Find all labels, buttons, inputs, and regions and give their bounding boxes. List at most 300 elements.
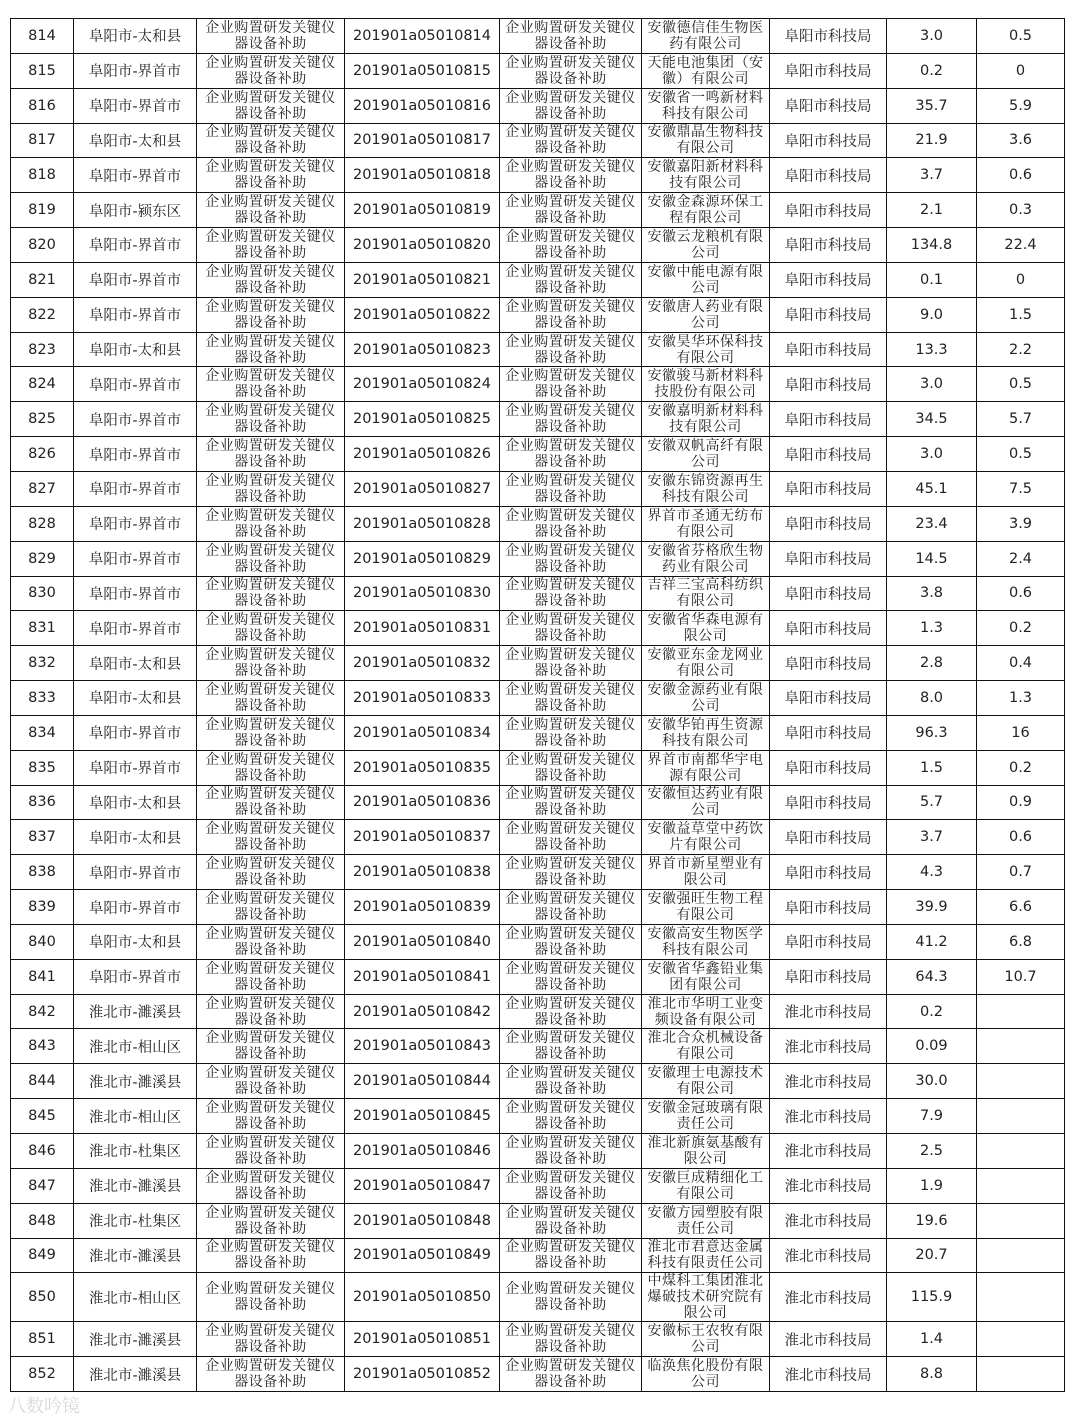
project-name-cell: 企业购置研发关键仪器设备补助 xyxy=(500,53,642,88)
project-name-cell: 企业购置研发关键仪器设备补助 xyxy=(500,820,642,855)
project-name-cell: 企业购置研发关键仪器设备补助 xyxy=(500,541,642,576)
company-name-cell: 安徽益草堂中药饮片有限公司 xyxy=(642,820,770,855)
project-name-cell: 企业购置研发关键仪器设备补助 xyxy=(500,1322,642,1357)
region-cell: 阜阳市-界首市 xyxy=(74,541,197,576)
row-number-cell: 821 xyxy=(11,262,74,297)
table-row xyxy=(11,437,1065,472)
project-category-cell: 企业购置研发关键仪器设备补助 xyxy=(197,576,345,611)
project-code-cell: 201901a05010832 xyxy=(345,646,500,681)
total-amount-cell: 3.7 xyxy=(887,158,977,193)
region-cell: 淮北市-濉溪县 xyxy=(74,1322,197,1357)
company-name-cell: 界首市圣通无纺布有限公司 xyxy=(642,506,770,541)
company-name-cell: 临涣焦化股份有限公司 xyxy=(642,1357,770,1392)
row-number-cell: 840 xyxy=(11,924,74,959)
project-category-cell: 企业购置研发关键仪器设备补助 xyxy=(197,1064,345,1099)
subsidy-amount-cell xyxy=(977,994,1065,1029)
project-name-cell: 企业购置研发关键仪器设备补助 xyxy=(500,506,642,541)
project-code-cell: 201901a05010814 xyxy=(345,19,500,54)
subsidy-amount-cell: 0.2 xyxy=(977,611,1065,646)
project-category-cell: 企业购置研发关键仪器设备补助 xyxy=(197,19,345,54)
project-category-cell: 企业购置研发关键仪器设备补助 xyxy=(197,367,345,402)
table-row xyxy=(11,53,1065,88)
project-name-cell: 企业购置研发关键仪器设备补助 xyxy=(500,924,642,959)
total-amount-cell: 45.1 xyxy=(887,471,977,506)
company-name-cell: 安徽标王农牧有限公司 xyxy=(642,1322,770,1357)
table-row xyxy=(11,262,1065,297)
company-name-cell: 淮北合众机械设备有限公司 xyxy=(642,1029,770,1064)
project-name-cell: 企业购置研发关键仪器设备补助 xyxy=(500,1064,642,1099)
company-name-cell: 安徽唐人药业有限公司 xyxy=(642,297,770,332)
row-number-cell: 834 xyxy=(11,715,74,750)
project-code-cell: 201901a05010824 xyxy=(345,367,500,402)
managing-office-cell: 淮北市科技局 xyxy=(770,1168,887,1203)
project-name-cell: 企业购置研发关键仪器设备补助 xyxy=(500,402,642,437)
table-row xyxy=(11,611,1065,646)
subsidy-amount-cell: 0.2 xyxy=(977,750,1065,785)
watermark: 八数吟镜 xyxy=(8,1396,80,1417)
total-amount-cell: 96.3 xyxy=(887,715,977,750)
row-number-cell: 828 xyxy=(11,506,74,541)
company-name-cell: 安徽高安生物医学科技有限公司 xyxy=(642,924,770,959)
project-code-cell: 201901a05010815 xyxy=(345,53,500,88)
subsidy-amount-cell: 0.5 xyxy=(977,19,1065,54)
project-code-cell: 201901a05010829 xyxy=(345,541,500,576)
table-row xyxy=(11,1273,1065,1322)
subsidy-amount-cell: 3.9 xyxy=(977,506,1065,541)
subsidy-amount-cell: 16 xyxy=(977,715,1065,750)
company-name-cell: 安徽东锦资源再生科技有限公司 xyxy=(642,471,770,506)
subsidy-amount-cell: 10.7 xyxy=(977,959,1065,994)
subsidy-amount-cell: 22.4 xyxy=(977,228,1065,263)
company-name-cell: 界首市新星塑业有限公司 xyxy=(642,855,770,890)
managing-office-cell: 淮北市科技局 xyxy=(770,1273,887,1322)
project-name-cell: 企业购置研发关键仪器设备补助 xyxy=(500,228,642,263)
row-number-cell: 839 xyxy=(11,890,74,925)
row-number-cell: 820 xyxy=(11,228,74,263)
table-body xyxy=(11,19,1065,1392)
project-category-cell: 企业购置研发关键仪器设备补助 xyxy=(197,785,345,820)
project-category-cell: 企业购置研发关键仪器设备补助 xyxy=(197,1322,345,1357)
managing-office-cell: 阜阳市科技局 xyxy=(770,88,887,123)
total-amount-cell: 13.3 xyxy=(887,332,977,367)
company-name-cell: 界首市南都华宇电源有限公司 xyxy=(642,750,770,785)
project-code-cell: 201901a05010830 xyxy=(345,576,500,611)
project-category-cell: 企业购置研发关键仪器设备补助 xyxy=(197,332,345,367)
company-name-cell: 中煤科工集团淮北爆破技术研究院有限公司 xyxy=(642,1273,770,1322)
project-name-cell: 企业购置研发关键仪器设备补助 xyxy=(500,367,642,402)
row-number-cell: 843 xyxy=(11,1029,74,1064)
total-amount-cell: 30.0 xyxy=(887,1064,977,1099)
project-code-cell: 201901a05010836 xyxy=(345,785,500,820)
subsidy-amount-cell xyxy=(977,1134,1065,1169)
project-code-cell: 201901a05010850 xyxy=(345,1273,500,1322)
project-code-cell: 201901a05010848 xyxy=(345,1203,500,1238)
table-row xyxy=(11,332,1065,367)
company-name-cell: 安徽巨成精细化工有限公司 xyxy=(642,1168,770,1203)
region-cell: 阜阳市-界首市 xyxy=(74,228,197,263)
subsidy-amount-cell: 1.3 xyxy=(977,681,1065,716)
table-row xyxy=(11,228,1065,263)
subsidy-amount-cell: 0.4 xyxy=(977,646,1065,681)
total-amount-cell: 8.8 xyxy=(887,1357,977,1392)
managing-office-cell: 阜阳市科技局 xyxy=(770,297,887,332)
company-name-cell: 安徽理士电源技术有限公司 xyxy=(642,1064,770,1099)
subsidy-amount-cell: 3.6 xyxy=(977,123,1065,158)
managing-office-cell: 淮北市科技局 xyxy=(770,1029,887,1064)
company-name-cell: 安徽亚东金龙网业有限公司 xyxy=(642,646,770,681)
project-category-cell: 企业购置研发关键仪器设备补助 xyxy=(197,193,345,228)
total-amount-cell: 3.8 xyxy=(887,576,977,611)
company-name-cell: 淮北新旗氨基酸有限公司 xyxy=(642,1134,770,1169)
project-category-cell: 企业购置研发关键仪器设备补助 xyxy=(197,437,345,472)
company-name-cell: 吉祥三宝高科纺织有限公司 xyxy=(642,576,770,611)
managing-office-cell: 阜阳市科技局 xyxy=(770,750,887,785)
region-cell: 淮北市-杜集区 xyxy=(74,1203,197,1238)
subsidy-amount-cell: 0 xyxy=(977,262,1065,297)
region-cell: 阜阳市-界首市 xyxy=(74,158,197,193)
project-code-cell: 201901a05010834 xyxy=(345,715,500,750)
company-name-cell: 天能电池集团（安徽）有限公司 xyxy=(642,53,770,88)
project-code-cell: 201901a05010816 xyxy=(345,88,500,123)
row-number-cell: 832 xyxy=(11,646,74,681)
project-category-cell: 企业购置研发关键仪器设备补助 xyxy=(197,611,345,646)
subsidy-amount-cell xyxy=(977,1273,1065,1322)
project-code-cell: 201901a05010828 xyxy=(345,506,500,541)
subsidy-amount-cell: 0.6 xyxy=(977,820,1065,855)
project-code-cell: 201901a05010827 xyxy=(345,471,500,506)
region-cell: 阜阳市-颍东区 xyxy=(74,193,197,228)
project-category-cell: 企业购置研发关键仪器设备补助 xyxy=(197,262,345,297)
row-number-cell: 827 xyxy=(11,471,74,506)
subsidy-amount-cell: 0.6 xyxy=(977,158,1065,193)
subsidy-amount-cell: 0.6 xyxy=(977,576,1065,611)
row-number-cell: 824 xyxy=(11,367,74,402)
row-number-cell: 826 xyxy=(11,437,74,472)
project-category-cell: 企业购置研发关键仪器设备补助 xyxy=(197,123,345,158)
project-category-cell: 企业购置研发关键仪器设备补助 xyxy=(197,1357,345,1392)
table-row xyxy=(11,193,1065,228)
subsidy-table xyxy=(10,18,1065,1392)
project-category-cell: 企业购置研发关键仪器设备补助 xyxy=(197,88,345,123)
managing-office-cell: 阜阳市科技局 xyxy=(770,646,887,681)
subsidy-amount-cell xyxy=(977,1357,1065,1392)
project-name-cell: 企业购置研发关键仪器设备补助 xyxy=(500,19,642,54)
project-name-cell: 企业购置研发关键仪器设备补助 xyxy=(500,959,642,994)
project-name-cell: 企业购置研发关键仪器设备补助 xyxy=(500,681,642,716)
project-category-cell: 企业购置研发关键仪器设备补助 xyxy=(197,506,345,541)
project-name-cell: 企业购置研发关键仪器设备补助 xyxy=(500,123,642,158)
row-number-cell: 818 xyxy=(11,158,74,193)
managing-office-cell: 阜阳市科技局 xyxy=(770,471,887,506)
row-number-cell: 830 xyxy=(11,576,74,611)
company-name-cell: 安徽强旺生物工程有限公司 xyxy=(642,890,770,925)
company-name-cell: 安徽方园塑胶有限责任公司 xyxy=(642,1203,770,1238)
project-name-cell: 企业购置研发关键仪器设备补助 xyxy=(500,994,642,1029)
project-code-cell: 201901a05010822 xyxy=(345,297,500,332)
project-name-cell: 企业购置研发关键仪器设备补助 xyxy=(500,1099,642,1134)
table-row xyxy=(11,19,1065,54)
project-category-cell: 企业购置研发关键仪器设备补助 xyxy=(197,820,345,855)
managing-office-cell: 阜阳市科技局 xyxy=(770,262,887,297)
table-row xyxy=(11,959,1065,994)
subsidy-amount-cell: 0.3 xyxy=(977,193,1065,228)
region-cell: 阜阳市-界首市 xyxy=(74,88,197,123)
managing-office-cell: 阜阳市科技局 xyxy=(770,855,887,890)
subsidy-amount-cell: 6.6 xyxy=(977,890,1065,925)
row-number-cell: 819 xyxy=(11,193,74,228)
project-name-cell: 企业购置研发关键仪器设备补助 xyxy=(500,332,642,367)
region-cell: 阜阳市-界首市 xyxy=(74,506,197,541)
project-code-cell: 201901a05010826 xyxy=(345,437,500,472)
managing-office-cell: 阜阳市科技局 xyxy=(770,402,887,437)
company-name-cell: 安徽恒达药业有限公司 xyxy=(642,785,770,820)
table-row xyxy=(11,1322,1065,1357)
managing-office-cell: 阜阳市科技局 xyxy=(770,437,887,472)
project-code-cell: 201901a05010849 xyxy=(345,1238,500,1273)
project-name-cell: 企业购置研发关键仪器设备补助 xyxy=(500,750,642,785)
total-amount-cell: 39.9 xyxy=(887,890,977,925)
project-name-cell: 企业购置研发关键仪器设备补助 xyxy=(500,1357,642,1392)
row-number-cell: 817 xyxy=(11,123,74,158)
company-name-cell: 安徽中能电源有限公司 xyxy=(642,262,770,297)
total-amount-cell: 14.5 xyxy=(887,541,977,576)
managing-office-cell: 阜阳市科技局 xyxy=(770,715,887,750)
row-number-cell: 816 xyxy=(11,88,74,123)
region-cell: 阜阳市-界首市 xyxy=(74,53,197,88)
project-category-cell: 企业购置研发关键仪器设备补助 xyxy=(197,1238,345,1273)
project-code-cell: 201901a05010818 xyxy=(345,158,500,193)
table-row xyxy=(11,681,1065,716)
project-code-cell: 201901a05010847 xyxy=(345,1168,500,1203)
company-name-cell: 安徽双帆高纤有限公司 xyxy=(642,437,770,472)
region-cell: 阜阳市-太和县 xyxy=(74,785,197,820)
row-number-cell: 845 xyxy=(11,1099,74,1134)
subsidy-amount-cell xyxy=(977,1322,1065,1357)
managing-office-cell: 阜阳市科技局 xyxy=(770,924,887,959)
row-number-cell: 842 xyxy=(11,994,74,1029)
table-row xyxy=(11,1029,1065,1064)
total-amount-cell: 20.7 xyxy=(887,1238,977,1273)
managing-office-cell: 阜阳市科技局 xyxy=(770,541,887,576)
project-name-cell: 企业购置研发关键仪器设备补助 xyxy=(500,785,642,820)
subsidy-amount-cell: 5.7 xyxy=(977,402,1065,437)
company-name-cell: 安徽鼎晶生物科技有限公司 xyxy=(642,123,770,158)
region-cell: 阜阳市-太和县 xyxy=(74,820,197,855)
region-cell: 阜阳市-界首市 xyxy=(74,715,197,750)
table-row xyxy=(11,1064,1065,1099)
project-category-cell: 企业购置研发关键仪器设备补助 xyxy=(197,750,345,785)
table-row xyxy=(11,924,1065,959)
region-cell: 阜阳市-太和县 xyxy=(74,924,197,959)
managing-office-cell: 阜阳市科技局 xyxy=(770,367,887,402)
company-name-cell: 安徽金源药业有限公司 xyxy=(642,681,770,716)
managing-office-cell: 淮北市科技局 xyxy=(770,1238,887,1273)
project-code-cell: 201901a05010823 xyxy=(345,332,500,367)
project-code-cell: 201901a05010831 xyxy=(345,611,500,646)
table-row xyxy=(11,750,1065,785)
project-code-cell: 201901a05010838 xyxy=(345,855,500,890)
managing-office-cell: 阜阳市科技局 xyxy=(770,158,887,193)
row-number-cell: 835 xyxy=(11,750,74,785)
total-amount-cell: 0.09 xyxy=(887,1029,977,1064)
subsidy-amount-cell xyxy=(977,1168,1065,1203)
total-amount-cell: 9.0 xyxy=(887,297,977,332)
total-amount-cell: 134.8 xyxy=(887,228,977,263)
total-amount-cell: 0.2 xyxy=(887,994,977,1029)
project-name-cell: 企业购置研发关键仪器设备补助 xyxy=(500,855,642,890)
region-cell: 淮北市-濉溪县 xyxy=(74,1357,197,1392)
total-amount-cell: 8.0 xyxy=(887,681,977,716)
region-cell: 阜阳市-太和县 xyxy=(74,19,197,54)
region-cell: 淮北市-濉溪县 xyxy=(74,994,197,1029)
row-number-cell: 829 xyxy=(11,541,74,576)
project-category-cell: 企业购置研发关键仪器设备补助 xyxy=(197,228,345,263)
subsidy-amount-cell xyxy=(977,1099,1065,1134)
company-name-cell: 安徽昊华环保科技有限公司 xyxy=(642,332,770,367)
project-code-cell: 201901a05010845 xyxy=(345,1099,500,1134)
region-cell: 阜阳市-界首市 xyxy=(74,437,197,472)
row-number-cell: 814 xyxy=(11,19,74,54)
managing-office-cell: 淮北市科技局 xyxy=(770,1064,887,1099)
managing-office-cell: 阜阳市科技局 xyxy=(770,19,887,54)
total-amount-cell: 1.5 xyxy=(887,750,977,785)
project-category-cell: 企业购置研发关键仪器设备补助 xyxy=(197,715,345,750)
table-row xyxy=(11,715,1065,750)
subsidy-amount-cell: 5.9 xyxy=(977,88,1065,123)
project-category-cell: 企业购置研发关键仪器设备补助 xyxy=(197,402,345,437)
table-row xyxy=(11,1238,1065,1273)
company-name-cell: 安徽嘉明新材料科技有限公司 xyxy=(642,402,770,437)
table-row xyxy=(11,471,1065,506)
company-name-cell: 安徽云龙粮机有限公司 xyxy=(642,228,770,263)
project-category-cell: 企业购置研发关键仪器设备补助 xyxy=(197,1273,345,1322)
company-name-cell: 安徽华铂再生资源科技有限公司 xyxy=(642,715,770,750)
project-code-cell: 201901a05010817 xyxy=(345,123,500,158)
table-row xyxy=(11,576,1065,611)
table-row xyxy=(11,88,1065,123)
project-category-cell: 企业购置研发关键仪器设备补助 xyxy=(197,855,345,890)
project-code-cell: 201901a05010821 xyxy=(345,262,500,297)
row-number-cell: 851 xyxy=(11,1322,74,1357)
region-cell: 阜阳市-界首市 xyxy=(74,750,197,785)
total-amount-cell: 1.4 xyxy=(887,1322,977,1357)
project-code-cell: 201901a05010837 xyxy=(345,820,500,855)
region-cell: 阜阳市-界首市 xyxy=(74,262,197,297)
total-amount-cell: 7.9 xyxy=(887,1099,977,1134)
region-cell: 淮北市-濉溪县 xyxy=(74,1064,197,1099)
project-name-cell: 企业购置研发关键仪器设备补助 xyxy=(500,890,642,925)
managing-office-cell: 淮北市科技局 xyxy=(770,994,887,1029)
table-row xyxy=(11,1168,1065,1203)
managing-office-cell: 阜阳市科技局 xyxy=(770,228,887,263)
total-amount-cell: 3.0 xyxy=(887,367,977,402)
project-category-cell: 企业购置研发关键仪器设备补助 xyxy=(197,646,345,681)
project-name-cell: 企业购置研发关键仪器设备补助 xyxy=(500,646,642,681)
table-row xyxy=(11,820,1065,855)
total-amount-cell: 3.0 xyxy=(887,437,977,472)
region-cell: 阜阳市-太和县 xyxy=(74,681,197,716)
total-amount-cell: 64.3 xyxy=(887,959,977,994)
project-code-cell: 201901a05010825 xyxy=(345,402,500,437)
project-name-cell: 企业购置研发关键仪器设备补助 xyxy=(500,1238,642,1273)
project-code-cell: 201901a05010842 xyxy=(345,994,500,1029)
project-category-cell: 企业购置研发关键仪器设备补助 xyxy=(197,1029,345,1064)
total-amount-cell: 3.0 xyxy=(887,19,977,54)
table-row xyxy=(11,158,1065,193)
project-category-cell: 企业购置研发关键仪器设备补助 xyxy=(197,890,345,925)
company-name-cell: 安徽嘉阳新材料科技有限公司 xyxy=(642,158,770,193)
region-cell: 阜阳市-界首市 xyxy=(74,855,197,890)
table-row xyxy=(11,297,1065,332)
subsidy-amount-cell: 2.2 xyxy=(977,332,1065,367)
subsidy-amount-cell: 0.9 xyxy=(977,785,1065,820)
row-number-cell: 822 xyxy=(11,297,74,332)
subsidy-amount-cell xyxy=(977,1203,1065,1238)
region-cell: 淮北市-相山区 xyxy=(74,1029,197,1064)
row-number-cell: 836 xyxy=(11,785,74,820)
table-row xyxy=(11,890,1065,925)
table-row xyxy=(11,541,1065,576)
managing-office-cell: 淮北市科技局 xyxy=(770,1203,887,1238)
project-name-cell: 企业购置研发关键仪器设备补助 xyxy=(500,1029,642,1064)
managing-office-cell: 淮北市科技局 xyxy=(770,1322,887,1357)
project-code-cell: 201901a05010820 xyxy=(345,228,500,263)
project-category-cell: 企业购置研发关键仪器设备补助 xyxy=(197,297,345,332)
total-amount-cell: 1.3 xyxy=(887,611,977,646)
company-name-cell: 淮北市君意达金属科技有限责任公司 xyxy=(642,1238,770,1273)
row-number-cell: 823 xyxy=(11,332,74,367)
project-category-cell: 企业购置研发关键仪器设备补助 xyxy=(197,681,345,716)
company-name-cell: 安徽金森源环保工程有限公司 xyxy=(642,193,770,228)
region-cell: 淮北市-濉溪县 xyxy=(74,1168,197,1203)
subsidy-amount-cell: 0.7 xyxy=(977,855,1065,890)
managing-office-cell: 阜阳市科技局 xyxy=(770,506,887,541)
project-name-cell: 企业购置研发关键仪器设备补助 xyxy=(500,576,642,611)
project-code-cell: 201901a05010846 xyxy=(345,1134,500,1169)
project-name-cell: 企业购置研发关键仪器设备补助 xyxy=(500,297,642,332)
managing-office-cell: 阜阳市科技局 xyxy=(770,611,887,646)
region-cell: 阜阳市-界首市 xyxy=(74,402,197,437)
table-row xyxy=(11,402,1065,437)
project-code-cell: 201901a05010843 xyxy=(345,1029,500,1064)
project-category-cell: 企业购置研发关键仪器设备补助 xyxy=(197,924,345,959)
company-name-cell: 安徽省华鑫铅业集团有限公司 xyxy=(642,959,770,994)
region-cell: 淮北市-相山区 xyxy=(74,1099,197,1134)
company-name-cell: 淮北市华明工业变频设备有限公司 xyxy=(642,994,770,1029)
project-category-cell: 企业购置研发关键仪器设备补助 xyxy=(197,53,345,88)
project-name-cell: 企业购置研发关键仪器设备补助 xyxy=(500,1203,642,1238)
region-cell: 阜阳市-界首市 xyxy=(74,611,197,646)
row-number-cell: 831 xyxy=(11,611,74,646)
table-row xyxy=(11,1357,1065,1392)
subsidy-amount-cell: 0.5 xyxy=(977,367,1065,402)
total-amount-cell: 2.8 xyxy=(887,646,977,681)
subsidy-amount-cell: 1.5 xyxy=(977,297,1065,332)
total-amount-cell: 19.6 xyxy=(887,1203,977,1238)
managing-office-cell: 阜阳市科技局 xyxy=(770,193,887,228)
company-name-cell: 安徽金冠玻璃有限责任公司 xyxy=(642,1099,770,1134)
project-name-cell: 企业购置研发关键仪器设备补助 xyxy=(500,471,642,506)
managing-office-cell: 阜阳市科技局 xyxy=(770,785,887,820)
row-number-cell: 841 xyxy=(11,959,74,994)
project-name-cell: 企业购置研发关键仪器设备补助 xyxy=(500,1168,642,1203)
project-name-cell: 企业购置研发关键仪器设备补助 xyxy=(500,262,642,297)
project-category-cell: 企业购置研发关键仪器设备补助 xyxy=(197,1099,345,1134)
company-name-cell: 安徽骏马新材料科技股份有限公司 xyxy=(642,367,770,402)
region-cell: 淮北市-濉溪县 xyxy=(74,1238,197,1273)
table-row xyxy=(11,1203,1065,1238)
row-number-cell: 833 xyxy=(11,681,74,716)
